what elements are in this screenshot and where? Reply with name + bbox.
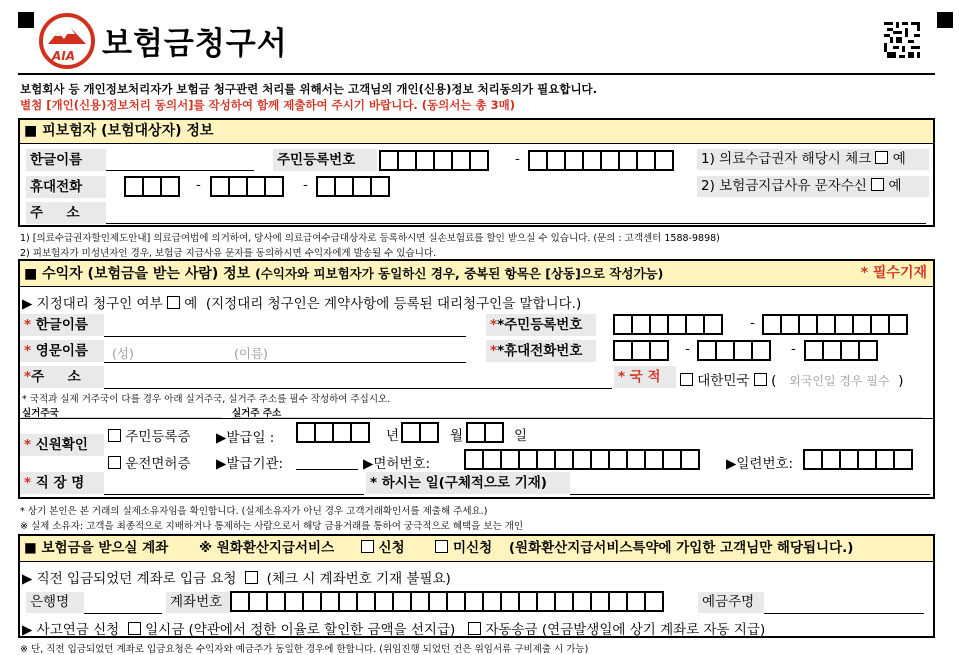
month-label: 월 bbox=[450, 428, 464, 444]
english-first-name-hint: (이름) bbox=[234, 346, 268, 361]
beneficiary-section bbox=[18, 259, 935, 499]
id-card-checkbox[interactable] bbox=[108, 429, 121, 442]
prev-account-checkbox[interactable] bbox=[245, 571, 258, 584]
serial-number[interactable] bbox=[803, 449, 911, 470]
fx-note: (원화환산지급서비스특약에 가입한 고객님만 해당됩니다.) bbox=[508, 540, 854, 556]
beneficiary-section-subtitle: (수익자와 피보험자가 동일하신 경우, 중복된 항목은 [상동]으로 작성가능) bbox=[255, 266, 664, 281]
issue-date-label: ▶발급일 : bbox=[216, 430, 275, 446]
fx-notapply-checkbox[interactable] bbox=[435, 540, 448, 553]
english-name-label: * 영문이름 bbox=[20, 340, 104, 362]
insured-phone-2[interactable] bbox=[210, 176, 282, 197]
account-section-header bbox=[20, 536, 933, 562]
auto-transfer-label: 자동송금 (연금발생일에 상기 계좌로 자동 지급) bbox=[485, 622, 766, 638]
yes-label: 예 bbox=[888, 178, 902, 194]
corner-mark bbox=[937, 12, 953, 28]
rrn-dash: - bbox=[750, 315, 755, 331]
account-holder-label: 예금주명 bbox=[698, 592, 764, 613]
owner-definition-note: ※ 실제 소유자: 고객을 최종적으로 지배하거나 통제하는 사람으로서 해당 금융거래를 통하여 궁극적으로 혜택을 보는 개인 bbox=[20, 521, 524, 532]
beneficiary-address-field[interactable] bbox=[104, 388, 612, 389]
mobile-2[interactable] bbox=[697, 340, 769, 361]
insured-address-field[interactable] bbox=[106, 223, 926, 224]
insured-phone-1[interactable] bbox=[124, 176, 178, 197]
mobile-1[interactable] bbox=[613, 340, 667, 361]
beneficiary-rrn-label: **주민등록번호 bbox=[486, 314, 596, 336]
proxy-note: (지정대리 청구인은 계약사항에 등록된 대리청구인을 말합니다.) bbox=[205, 296, 582, 312]
account-section-title: ■ 보험금을 받으실 계좌 bbox=[24, 540, 169, 556]
insured-phone-3[interactable] bbox=[316, 176, 388, 197]
mobile-dash: - bbox=[685, 341, 690, 357]
english-name-field[interactable] bbox=[104, 362, 466, 363]
lump-sum-checkbox[interactable] bbox=[128, 622, 141, 635]
beneficiary-rrn-front[interactable] bbox=[613, 314, 721, 335]
day-label: 일 bbox=[514, 428, 528, 444]
sms-checkbox[interactable] bbox=[871, 178, 884, 191]
owner-confirm-note: * 상기 본인은 본 거래의 실제소유자임을 확인합니다. (실제소유자가 아닌 경우 고객거래확인서를 제출해 주세요.) bbox=[20, 506, 488, 517]
residence-note: * 국적과 실제 거주국이 다를 경우 아래 실거주국, 실거주 주소를 필수 작성하여 주십시오. bbox=[22, 394, 391, 405]
issue-day[interactable] bbox=[466, 422, 502, 443]
insured-rrn-back[interactable] bbox=[528, 150, 672, 171]
fx-notapply-option[interactable] bbox=[435, 540, 492, 556]
medical-aid-note: 1) [의료수급권자할인제도안내] 의료급여법에 의거하여, 당사에 의료급여수급대상자로 등록하시면 실손보험료를 할인 받으실 수 있습니다. (문의 : 고객센터 1588-9898) bbox=[20, 233, 720, 244]
identity-text: 신원확인 bbox=[35, 437, 88, 453]
insured-rrn-label: 주민등록번호 bbox=[273, 149, 377, 171]
rrn-dash: - bbox=[515, 151, 520, 167]
aia-logo bbox=[38, 12, 96, 70]
beneficiary-address-label: *주 소 bbox=[20, 366, 104, 388]
annuity-label: ▶ 사고연금 신청 bbox=[22, 622, 120, 638]
qr-code-icon bbox=[884, 22, 920, 58]
fx-notapply-label: 미신청 bbox=[453, 540, 493, 556]
english-last-name-hint: (성) bbox=[112, 346, 134, 361]
mobile-dash: - bbox=[791, 341, 796, 357]
duty-field[interactable] bbox=[570, 494, 930, 495]
id-card-option[interactable] bbox=[108, 425, 191, 445]
license-number[interactable] bbox=[464, 449, 698, 470]
insured-name-field[interactable] bbox=[106, 170, 254, 171]
insured-section-title: ■ 피보험자 (보험대상자) 정보 bbox=[24, 123, 214, 139]
proxy-label: ▶ 지정대리 청구인 여부 bbox=[22, 296, 163, 312]
insured-name-label: 한글이름 bbox=[26, 149, 106, 171]
english-name-text: 영문이름 bbox=[35, 343, 88, 359]
proxy-checkbox[interactable] bbox=[167, 296, 180, 309]
mobile-label: **휴대전화번호 bbox=[486, 340, 596, 362]
real-address-label: 실거주 주소 bbox=[232, 408, 282, 419]
workplace-text: 직 장 명 bbox=[35, 475, 85, 491]
medical-aid-option[interactable] bbox=[697, 149, 929, 170]
row-divider bbox=[20, 418, 933, 419]
beneficiary-section-header bbox=[20, 261, 933, 287]
required-mark: * 필수기재 bbox=[860, 265, 927, 281]
account-number-label: 계좌번호 bbox=[166, 592, 232, 613]
proxy-claim-row bbox=[22, 292, 581, 312]
title-divider bbox=[18, 73, 935, 75]
yes-label: 예 bbox=[892, 151, 906, 167]
insured-phone-label: 휴대전화 bbox=[26, 176, 106, 198]
year-label: 년 bbox=[386, 428, 400, 444]
phone-dash: - bbox=[303, 177, 308, 193]
prev-account-note: (체크 시 계좌번호 기재 불필요) bbox=[266, 571, 451, 587]
prev-account-label: ▶ 직전 입금되었던 계좌로 입금 요청 bbox=[22, 571, 237, 587]
auto-transfer-checkbox[interactable] bbox=[468, 622, 481, 635]
license-label: 운전면허증 bbox=[125, 456, 191, 472]
issue-year[interactable] bbox=[296, 422, 368, 443]
account-section bbox=[18, 534, 935, 638]
bank-label: 은행명 bbox=[26, 592, 84, 613]
fx-apply-option[interactable] bbox=[361, 540, 405, 556]
workplace-field[interactable] bbox=[104, 494, 364, 495]
issuer-label: ▶발급기관: bbox=[216, 456, 284, 472]
sms-option[interactable] bbox=[697, 176, 929, 197]
beneficiary-name-field[interactable] bbox=[104, 336, 466, 337]
minor-sms-note: 2) 피보험자가 미성년자인 경우, 보험금 지급사유 문자를 동의하시면 수익자에게 발송될 수 있습니다. bbox=[20, 248, 437, 259]
fx-apply-checkbox[interactable] bbox=[361, 540, 374, 553]
medical-aid-label: 1) 의료수급권자 해당시 체크 bbox=[701, 151, 872, 167]
prev-account-row bbox=[22, 567, 451, 587]
proxy-yes-label: 예 bbox=[184, 296, 198, 312]
phone-dash: - bbox=[196, 177, 201, 193]
privacy-notice: 보험회사 등 개인정보처리자가 보험금 청구관련 처리를 위해서는 고객님의 개인(신용)정보 처리동의가 필요합니다. bbox=[20, 82, 598, 96]
insured-section bbox=[18, 118, 935, 227]
foreign-close: ) bbox=[898, 373, 904, 389]
fx-apply-label: 신청 bbox=[378, 540, 405, 556]
corner-mark bbox=[18, 12, 34, 28]
foreign-checkbox[interactable] bbox=[754, 373, 767, 386]
license-option[interactable] bbox=[108, 452, 191, 472]
annuity-row bbox=[22, 618, 765, 638]
korea-label: 대한민국 bbox=[697, 373, 750, 389]
real-country-label: 실거주국 bbox=[22, 408, 59, 419]
account-footnote: ※ 단, 직전 입금되었던 계좌로 입금요청은 수익자와 예금주가 동일한 경우에 한합니다. (위임진행 되었던 건은 위임서류 구비제출 시 가능) bbox=[20, 644, 589, 655]
nationality-options bbox=[680, 369, 903, 389]
insured-address-label: 주 소 bbox=[26, 202, 106, 224]
fx-service-label: ※ 원화환산지급서비스 bbox=[198, 540, 335, 556]
lump-sum-label: 일시금 (약관에서 정한 이율로 할인한 금액을 선지급) bbox=[145, 622, 456, 638]
korea-checkbox[interactable] bbox=[680, 373, 693, 386]
workplace-label: * 직 장 명 bbox=[20, 472, 104, 494]
serial-number-label: ▶일련번호: bbox=[726, 456, 794, 472]
beneficiary-rrn-text: *주민등록번호 bbox=[497, 317, 583, 333]
insured-rrn-front[interactable] bbox=[379, 150, 487, 171]
beneficiary-rrn-back[interactable] bbox=[762, 314, 906, 335]
mobile-text: *휴대전화번호 bbox=[497, 343, 583, 359]
nationality-label bbox=[614, 366, 676, 388]
brand-text: AIA bbox=[52, 49, 76, 63]
issuer-field[interactable] bbox=[296, 469, 358, 470]
insured-section-header bbox=[20, 120, 933, 144]
consent-notice: 별첨 [개인(신용)정보처리 동의서]를 작성하여 함께 제출하여 주시기 바랍니다. (동의서는 총 3매) bbox=[20, 98, 515, 112]
bank-field[interactable] bbox=[84, 613, 162, 614]
id-card-label: 주민등록증 bbox=[125, 429, 191, 445]
beneficiary-section-title: ■ 수익자 (보험금을 받는 사람) 정보 bbox=[24, 266, 251, 282]
beneficiary-name-label: * 한글이름 bbox=[20, 314, 104, 336]
beneficiary-name-text: 한글이름 bbox=[35, 317, 88, 333]
license-number-label: ▶면허번호: bbox=[363, 456, 431, 472]
foreign-hint: 외국인일 경우 필수 bbox=[789, 374, 890, 388]
account-holder-field[interactable] bbox=[764, 613, 924, 614]
page-title: 보험금청구서 bbox=[102, 26, 288, 62]
account-number[interactable] bbox=[230, 591, 662, 612]
mobile-3[interactable] bbox=[804, 340, 876, 361]
nationality-text: * 국 적 bbox=[618, 369, 661, 385]
duty-text: * 하시는 일(구체적으로 기재) bbox=[370, 475, 547, 491]
issue-month[interactable] bbox=[401, 422, 437, 443]
identity-label: * 신원확인 bbox=[20, 434, 104, 456]
sms-label: 2) 보험금지급사유 문자수신 bbox=[701, 178, 867, 194]
beneficiary-address-text: 주 소 bbox=[31, 369, 81, 385]
duty-label bbox=[366, 472, 570, 494]
license-checkbox[interactable] bbox=[108, 456, 121, 469]
medical-aid-checkbox[interactable] bbox=[875, 151, 888, 164]
foreign-open: ( bbox=[771, 373, 777, 389]
